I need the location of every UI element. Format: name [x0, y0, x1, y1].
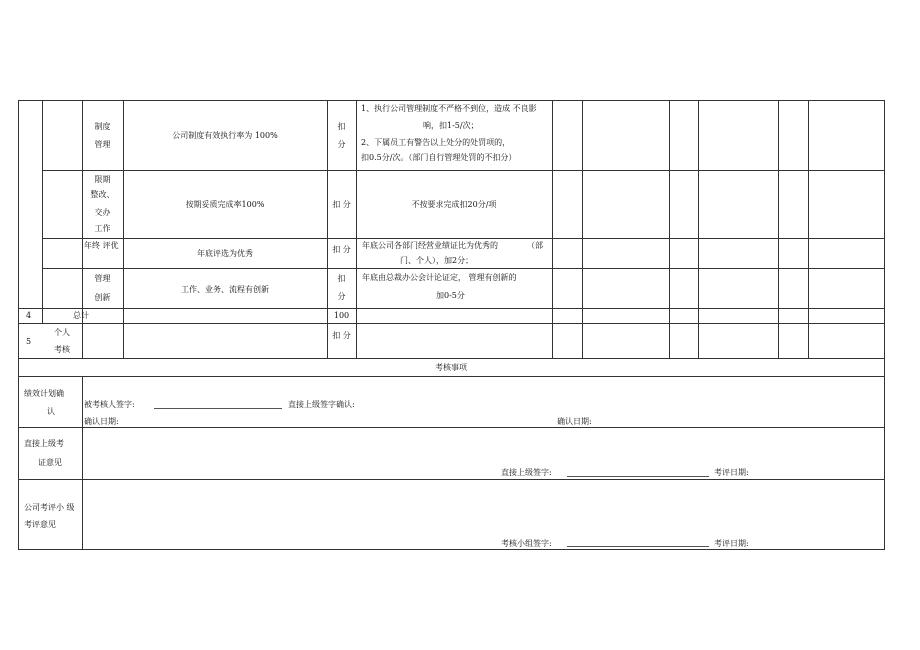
method-zhidu-line2: 分	[337, 140, 346, 149]
confirm-date-left: 确认日期:	[84, 417, 119, 426]
rule-zhidu-line2: 响，扣1-5/次；	[423, 121, 479, 130]
table-border-right	[884, 100, 885, 550]
table-border-left	[18, 100, 19, 550]
col-divider	[669, 100, 670, 358]
superior-confirm-label: 直接上级签字确认:	[288, 400, 355, 409]
row-divider	[18, 358, 884, 359]
row-divider	[18, 323, 884, 324]
total-score: 100	[333, 311, 350, 320]
method-xianqi: 扣 分	[332, 200, 351, 209]
standard-xianqi: 按期妥质完成率100%	[185, 200, 265, 209]
row-divider	[18, 427, 884, 428]
row-divider	[42, 268, 884, 269]
committee-date-label: 考评日期:	[714, 539, 749, 548]
method-chuangxin-line1: 扣	[337, 274, 346, 283]
row-divider	[42, 170, 884, 171]
assessee-sign-line[interactable]	[154, 408, 282, 409]
method-chuangxin-line2: 分	[337, 292, 346, 301]
item-chuangxin-line2: 创新	[94, 293, 111, 302]
rule-nianzhong-line2: 门、个人），加2分；	[400, 256, 474, 265]
item-zhidu-line1: 制度	[94, 122, 111, 131]
total-row-number: 4	[26, 311, 32, 320]
superior-date-label: 考评日期:	[714, 468, 749, 477]
committee-opinion-label-line1: 公司考评小 级	[24, 503, 75, 512]
col-divider	[82, 376, 83, 550]
table-border-bottom	[18, 549, 884, 550]
personal-method: 扣 分	[332, 331, 351, 340]
row-divider	[18, 308, 884, 309]
row-divider	[18, 376, 884, 377]
item-xianqi-line1: 限期	[94, 175, 111, 184]
confirm-date-right: 确认日期:	[557, 417, 592, 426]
rule-nianzhong-line1: 年底公司各部门经营业绩证比为优秀的	[362, 241, 498, 250]
col-divider	[582, 100, 583, 358]
rule-xianqi: 不按要求完成扣20分/项	[411, 200, 497, 209]
item-xianqi-line4: 工作	[94, 224, 111, 233]
total-label: 总计	[73, 311, 89, 320]
superior-sign-label: 直接上级签字:	[501, 468, 552, 477]
standard-chuangxin: 工作、业务、流程有创新	[181, 285, 269, 294]
confirm-label-line1: 绩效计划确	[24, 389, 64, 398]
section-title: 考核事项	[435, 363, 467, 372]
col-divider	[42, 100, 43, 323]
method-zhidu-line1: 扣	[337, 122, 346, 131]
personal-row-number: 5	[26, 337, 32, 346]
rule-chuangxin-line2: 加0-5分	[436, 291, 465, 300]
committee-opinion-label-line2: 考评意见	[24, 520, 56, 529]
rule-zhidu-line3: 2、下属员工有警告以上处分的处罚项的，	[361, 138, 511, 147]
rule-nianzhong-line1b: （部	[527, 241, 543, 250]
item-xianqi-line2: 整改、	[90, 190, 115, 199]
personal-label-line2: 考核	[54, 345, 70, 354]
col-divider	[698, 100, 699, 358]
col-divider	[552, 100, 553, 358]
item-nianzhong: 年终 评优	[84, 241, 119, 250]
assessee-sign-label: 被考核人签字:	[84, 400, 135, 409]
col-divider	[356, 100, 357, 358]
item-xianqi-line3: 交办	[94, 208, 111, 217]
superior-opinion-label-line1: 直接上级考	[24, 439, 64, 448]
committee-sign-label: 考核小组签字:	[501, 539, 552, 548]
committee-sign-line[interactable]	[567, 546, 709, 547]
standard-zhidu: 公司制度有效执行率为 100%	[172, 131, 278, 140]
col-divider	[808, 100, 809, 358]
method-nianzhong: 扣 分	[332, 245, 351, 254]
personal-label-line1: 个人	[54, 328, 70, 337]
item-chuangxin-line1: 管理	[94, 274, 111, 283]
col-divider	[778, 100, 779, 358]
item-zhidu-line2: 管理	[94, 140, 111, 149]
confirm-label-line2: 认	[47, 407, 55, 416]
standard-nianzhong: 年底评选为优秀	[197, 249, 253, 258]
rule-zhidu-line4: 扣0.5分/次。（部门自行管理处罚的不扣分）	[361, 153, 517, 162]
rule-chuangxin-line1: 年底由总裁办公会计论证定， 管理有创新的	[362, 273, 517, 282]
superior-opinion-label-line2: 证意见	[38, 458, 62, 467]
superior-sign-line[interactable]	[567, 476, 709, 477]
rule-zhidu-line1: 1、执行公司管理制度不严格不到位，造成 不良影	[361, 104, 537, 113]
row-divider	[18, 479, 884, 480]
